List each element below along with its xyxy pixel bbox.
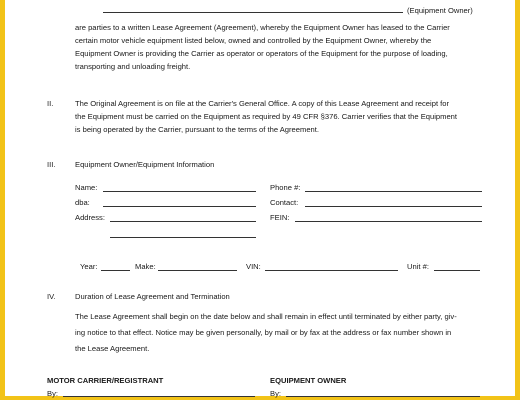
unit-label: Unit #: <box>407 262 429 271</box>
section-ii-line: is being operated by the Carrier, pursuant to the terms of the Agreement. <box>75 125 319 134</box>
dba-label: dba: <box>75 198 90 207</box>
section-iv-heading: Duration of Lease Agreement and Termination <box>75 292 230 301</box>
unit-field[interactable] <box>434 270 480 271</box>
vin-label: VIN: <box>246 262 261 271</box>
owner-by-label: By: <box>270 389 281 398</box>
lessor-name-line[interactable] <box>103 12 403 13</box>
name-label: Name: <box>75 183 98 192</box>
section-ii-line: the Equipment must be carried on the Equipment as required by 49 CFR §376. Carrier verifies that the Equipment <box>75 112 457 121</box>
intro-line: are parties to a written Lease Agreement (Agreement), whereby the Equipment Owner has leased to the Carrier <box>75 23 450 32</box>
fein-label: FEIN: <box>270 213 290 222</box>
name-field[interactable] <box>103 191 256 192</box>
phone-field[interactable] <box>305 191 482 192</box>
section-ii-line: The Original Agreement is on file at the Carrier's General Office. A copy of this Lease Agreement and receipt for <box>75 99 450 108</box>
address-field-line-1[interactable] <box>110 221 256 222</box>
section-iii-heading: Equipment Owner/Equipment Information <box>75 160 215 169</box>
carrier-signature-field[interactable] <box>63 396 255 397</box>
vin-field[interactable] <box>265 270 398 271</box>
section-iv-paragraph <box>75 312 482 354</box>
section-iv-line: ing notice to that effect. Notice may be given personally, by mail or by fax at the address or fax number shown in <box>75 328 452 337</box>
section-iv-line: the Lease Agreement. <box>75 344 150 353</box>
intro-line: certain motor vehicle equipment listed below, owned and controlled by the Equipment Owner, whereby the <box>75 36 432 45</box>
dba-field[interactable] <box>103 206 256 207</box>
intro-line: transporting and unloading freight. <box>75 62 191 71</box>
section-ii-numeral: II. <box>47 99 54 108</box>
address-field-line-2[interactable] <box>110 237 256 238</box>
year-field[interactable] <box>101 270 130 271</box>
equipment-owner-heading: EQUIPMENT OWNER <box>270 376 347 385</box>
make-label: Make: <box>135 262 156 271</box>
contact-field[interactable] <box>305 206 482 207</box>
section-iv-numeral: IV. <box>47 292 56 301</box>
motor-carrier-heading: MOTOR CARRIER/REGISTRANT <box>47 376 164 385</box>
section-iv-line: The Lease Agreement shall begin on the date below and shall remain in effect until terminated by either party, giv- <box>75 312 457 321</box>
fein-field[interactable] <box>295 221 482 222</box>
year-label: Year: <box>80 262 98 271</box>
carrier-by-label: By: <box>47 389 58 398</box>
owner-signature-field[interactable] <box>286 396 480 397</box>
intro-line: Equipment Owner is providing the Carrier as operator or operators of the Equipment for the purpose of loading, <box>75 49 448 58</box>
equipment-owner-label: (Equipment Owner) <box>407 6 473 15</box>
section-ii-paragraph <box>75 99 482 135</box>
make-field[interactable] <box>158 270 237 271</box>
address-label: Address: <box>75 213 105 222</box>
intro-paragraph <box>75 23 482 72</box>
section-iii-numeral: III. <box>47 160 56 169</box>
contact-label: Contact: <box>270 198 299 207</box>
phone-label: Phone #: <box>270 183 301 192</box>
